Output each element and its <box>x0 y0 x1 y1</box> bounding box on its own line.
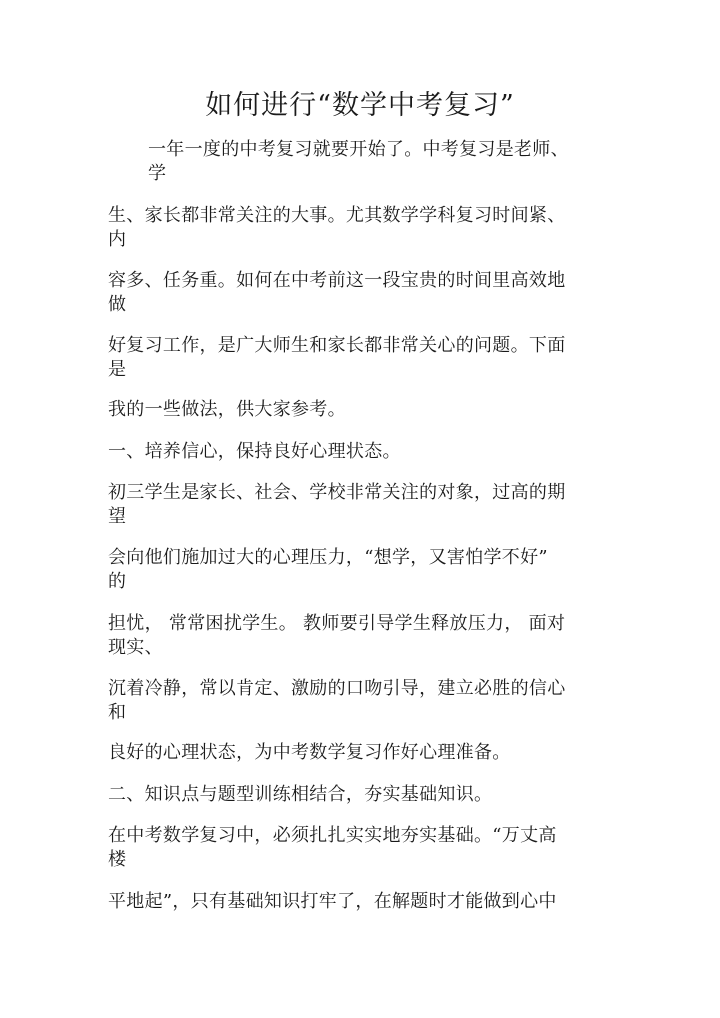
text-line: 做 <box>108 294 127 315</box>
text-line: 沉着冷静，常以肯定、激励的口吻引导，建立必胜的信心 <box>108 678 566 699</box>
text-line: 生、家长都非常关注的大事。尤其数学学科复习时间紧、 <box>108 205 566 226</box>
text-line: 望 <box>108 506 127 527</box>
document-title: 如何进行“数学中考复习” <box>205 90 515 121</box>
text-line: 好复习工作，是广大师生和家长都非常关心的问题。下面 <box>108 335 566 356</box>
text-line: 现实、 <box>108 637 163 658</box>
text-line: 初三学生是家长、社会、学校非常关注的对象，过高的期 <box>108 482 566 503</box>
text-line: 的 <box>108 571 127 592</box>
text-line: 会向他们施加过大的心理压力，“想学，又害怕学不好” <box>108 547 548 568</box>
text-line: 担忧， 常常困扰学生。 教师要引导学生释放压力， 面对 <box>108 613 566 634</box>
text-line: 良好的心理状态，为中考数学复习作好心理准备。 <box>108 742 511 763</box>
section-heading: 一、培养信心，保持良好心理状态。 <box>108 441 401 462</box>
text-line: 在中考数学复习中，必须扎扎实实地夯实基础。“万丈高 <box>108 825 557 846</box>
text-line: 我的一些做法，供大家参考。 <box>108 399 346 420</box>
text-line: 是 <box>108 359 127 380</box>
text-line: 容多、任务重。如何在中考前这一段宝贵的时间里高效地 <box>108 270 566 291</box>
text-line: 平地起”，只有基础知识打牢了，在解题时才能做到心中 <box>108 891 557 912</box>
text-line: 和 <box>108 702 127 723</box>
text-line: 楼 <box>108 849 127 870</box>
text-line: 一年一度的中考复习就要开始了。中考复习是老师、 <box>148 139 569 160</box>
section-heading: 二、知识点与题型训练相结合，夯实基础知识。 <box>108 784 493 805</box>
text-line: 内 <box>108 229 127 250</box>
text-line: 学 <box>148 163 167 184</box>
